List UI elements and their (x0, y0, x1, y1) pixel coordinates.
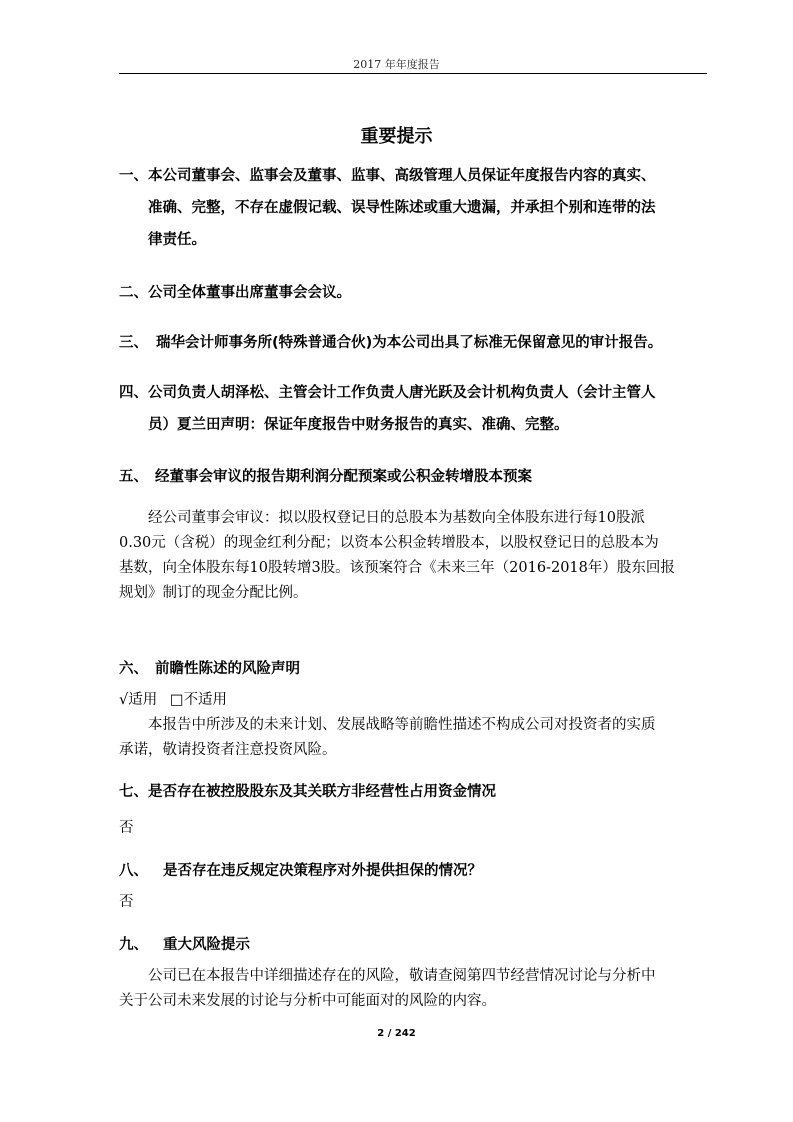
sec6-para-line1: 本报告中所涉及的未来计划、发展战略等前瞻性描述不构成公司对投资者的实质 (148, 717, 656, 733)
sec9-heading: 重大风险提示 (163, 937, 250, 953)
sec3-text: 瑞华会计师事务所(特殊普通合伙)为本公司出具了标准无保留意见的审计报告。 (156, 335, 663, 351)
checkmark-icon: √ (119, 692, 129, 708)
sec5-number: 五、 (119, 469, 148, 485)
sec4-line1: 四、公司负责人胡泽松、主管会计工作负责人唐光跃及会计机构负责人（会计主管人 (119, 385, 656, 401)
sec7-answer: 否 (119, 820, 134, 836)
header-divider (119, 73, 707, 74)
sec6-options (119, 688, 227, 709)
sec5-para-line1: 经公司董事会审议：拟以股权登记日的总股本为基数向全体股东进行每10股派 (148, 510, 645, 526)
option-applicable: 适用 (128, 692, 158, 708)
sec1-line2: 准确、完整，不存在虚假记载、误导性陈述或重大遗漏，并承担个别和连带的法 (148, 200, 656, 216)
sec1-line1: 一、本公司董事会、监事会及董事、监事、高级管理人员保证年度报告内容的真实、 (119, 168, 656, 184)
sec7-heading: 七、是否存在被控股股东及其关联方非经营性占用资金情况 (119, 784, 496, 800)
sec9-para-line1: 公司已在本报告中详细描述存在的风险，敬请查阅第四节经营情况讨论与分析中 (148, 968, 656, 984)
option-not-applicable: 不适用 (183, 692, 228, 708)
sec9-number: 九、 (119, 937, 148, 953)
sec6-number: 六、 (119, 661, 148, 677)
sec1-line3: 律责任。 (148, 232, 206, 248)
sec2-line1: 二、公司全体董事出席董事会会议。 (119, 285, 351, 301)
sec5-heading: 经董事会审议的报告期利润分配预案或公积金转增股本预案 (155, 469, 532, 485)
sec5-para-line4: 规划》制订的现金分配比例。 (119, 585, 308, 601)
empty-checkbox-icon: □ (169, 692, 184, 708)
sec6-para-line2: 承诺，敬请投资者注意投资风险。 (119, 742, 337, 758)
page-header: 2017 年年度报告 (353, 58, 440, 71)
sec8-answer: 否 (119, 894, 134, 910)
sec4-line2: 员）夏兰田声明：保证年度报告中财务报告的真实、准确、完整。 (148, 417, 569, 433)
page-title: 重要提示 (360, 126, 433, 147)
sec3-number: 三、 (119, 335, 148, 351)
sec9-para-line2: 关于公司未来发展的讨论与分析中可能面对的风险的内容。 (119, 993, 496, 1009)
sec5-para-line3: 基数，向全体股东每10股转增3股。该预案符合《未来三年（2016-2018年）股东回报 (119, 560, 675, 576)
sec8-number: 八、 (119, 863, 148, 879)
sec8-heading: 是否存在违反规定决策程序对外提供担保的情况？ (163, 863, 482, 879)
sec5-para-line2: 0.30元（含税）的现金红利分配；以资本公积金转增股本，以股权登记日的总股本为 (119, 535, 659, 551)
sec6-heading: 前瞻性陈述的风险声明 (155, 661, 300, 677)
page-number: 2 / 242 (377, 1028, 416, 1039)
